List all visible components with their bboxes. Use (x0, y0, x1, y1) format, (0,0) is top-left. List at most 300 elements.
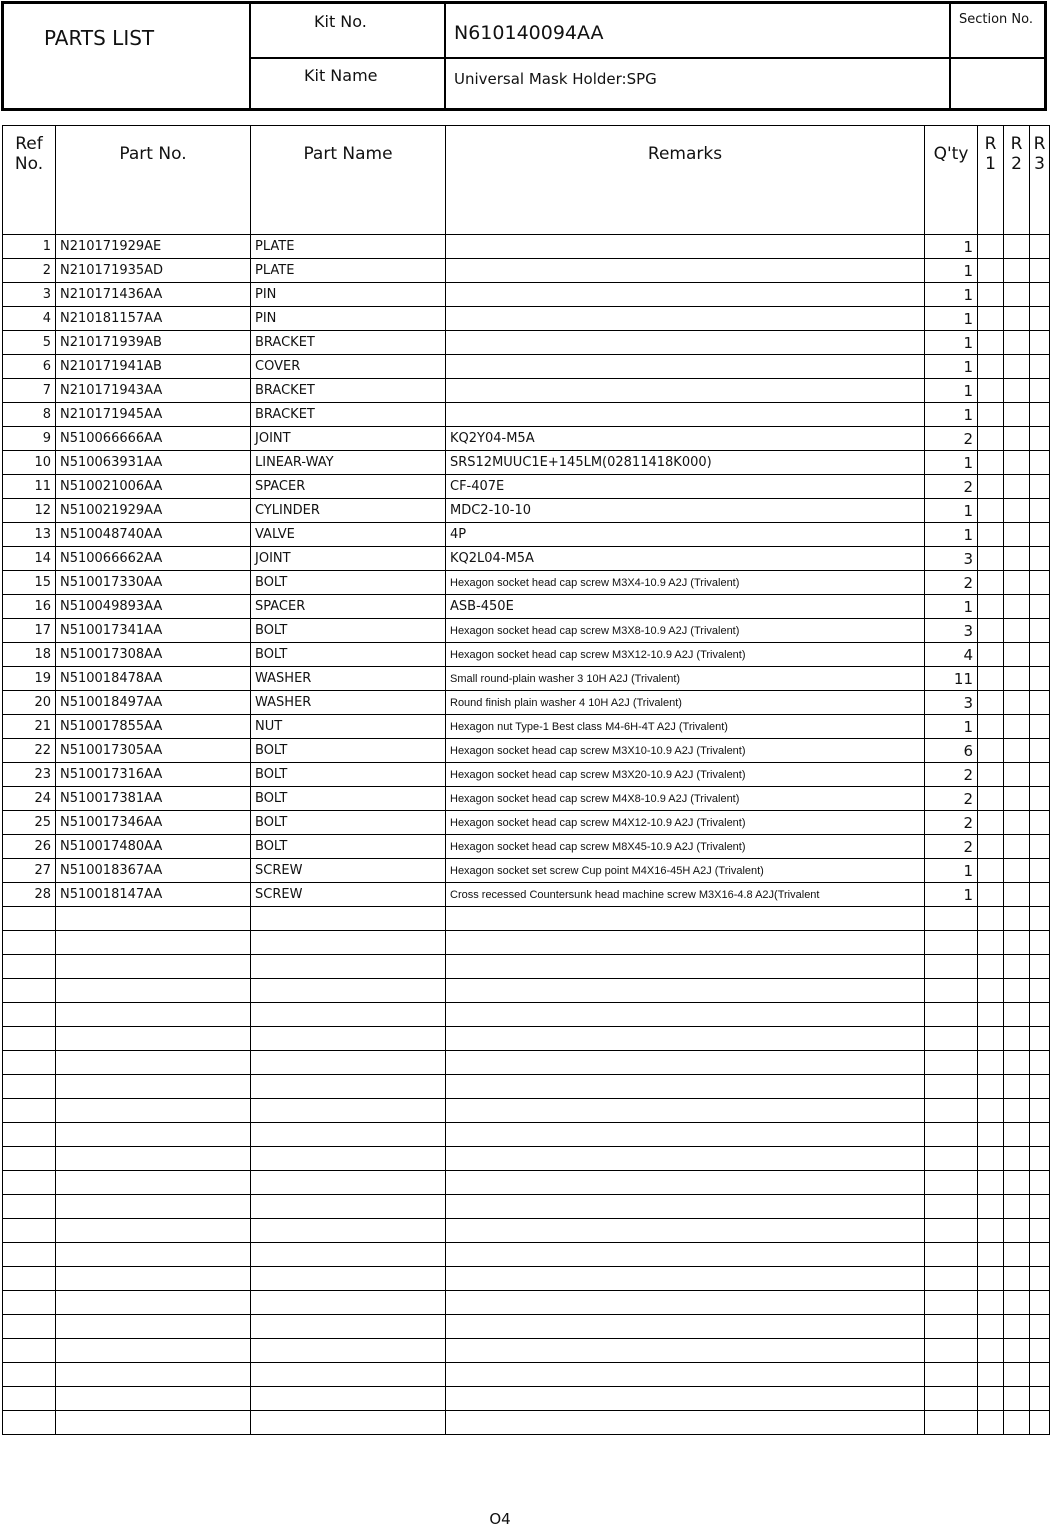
cell-r3 (1030, 859, 1050, 883)
table-row (3, 1147, 1050, 1171)
cell-r3 (1030, 403, 1050, 427)
cell-ref (3, 1099, 56, 1123)
cell-remarks (446, 379, 925, 403)
cell-part-name: NUT (251, 715, 446, 739)
cell-remarks: Hexagon socket head cap screw M3X8-10.9 A2J (Trivalent) (446, 619, 925, 643)
cell-r3 (1030, 307, 1050, 331)
cell-qty: 1 (925, 283, 978, 307)
table-row (3, 1003, 1050, 1027)
cell-remarks (446, 1339, 925, 1363)
table-row (3, 499, 1050, 523)
cell-r1 (978, 1051, 1004, 1075)
cell-r2 (1004, 715, 1030, 739)
cell-qty: 3 (925, 619, 978, 643)
cell-part-name: COVER (251, 355, 446, 379)
cell-part-no (56, 1315, 251, 1339)
cell-part-no: N510049893AA (56, 595, 251, 619)
cell-ref (3, 1075, 56, 1099)
cell-ref (3, 1387, 56, 1411)
cell-ref: 23 (3, 763, 56, 787)
cell-ref: 11 (3, 475, 56, 499)
cell-part-name: BOLT (251, 571, 446, 595)
cell-r2 (1004, 1291, 1030, 1315)
cell-part-no: N510017305AA (56, 739, 251, 763)
cell-qty (925, 1123, 978, 1147)
cell-r2 (1004, 475, 1030, 499)
cell-r3 (1030, 811, 1050, 835)
cell-r3 (1030, 1099, 1050, 1123)
cell-r1 (978, 787, 1004, 811)
cell-r1 (978, 379, 1004, 403)
cell-r1 (978, 715, 1004, 739)
table-row (3, 979, 1050, 1003)
cell-r2 (1004, 907, 1030, 931)
cell-r1 (978, 571, 1004, 595)
table-row (3, 1387, 1050, 1411)
cell-r2 (1004, 235, 1030, 259)
col-r1: R 1 (978, 126, 1004, 235)
cell-part-name: BOLT (251, 619, 446, 643)
cell-part-no (56, 1027, 251, 1051)
cell-r2 (1004, 547, 1030, 571)
page-number: O4 (489, 1510, 511, 1528)
cell-r2 (1004, 1411, 1030, 1435)
cell-part-name (251, 1387, 446, 1411)
cell-part-no: N210181157AA (56, 307, 251, 331)
cell-remarks (446, 1291, 925, 1315)
cell-ref (3, 931, 56, 955)
cell-r2 (1004, 499, 1030, 523)
cell-part-no: N510017341AA (56, 619, 251, 643)
cell-part-no: N510048740AA (56, 523, 251, 547)
cell-remarks (446, 1147, 925, 1171)
cell-part-name (251, 1219, 446, 1243)
cell-remarks (446, 1411, 925, 1435)
cell-ref (3, 1219, 56, 1243)
table-row (3, 1219, 1050, 1243)
cell-qty: 4 (925, 643, 978, 667)
cell-r1 (978, 1123, 1004, 1147)
cell-r1 (978, 283, 1004, 307)
cell-remarks (446, 1195, 925, 1219)
cell-r2 (1004, 1387, 1030, 1411)
cell-qty (925, 1051, 978, 1075)
cell-part-no: N510063931AA (56, 451, 251, 475)
table-row (3, 1339, 1050, 1363)
cell-r2 (1004, 523, 1030, 547)
cell-qty (925, 1219, 978, 1243)
cell-r2 (1004, 1075, 1030, 1099)
table-row (3, 259, 1050, 283)
cell-part-name (251, 1363, 446, 1387)
cell-qty (925, 1003, 978, 1027)
cell-qty: 2 (925, 787, 978, 811)
cell-r2 (1004, 1339, 1030, 1363)
cell-r2 (1004, 307, 1030, 331)
cell-r3 (1030, 595, 1050, 619)
cell-ref: 22 (3, 739, 56, 763)
cell-remarks (446, 955, 925, 979)
cell-remarks (446, 907, 925, 931)
kit-no-label: Kit No. (314, 12, 367, 31)
cell-qty: 3 (925, 691, 978, 715)
table-row (3, 739, 1050, 763)
cell-qty (925, 931, 978, 955)
cell-part-name (251, 1411, 446, 1435)
cell-r3 (1030, 1075, 1050, 1099)
cell-part-no: N510066666AA (56, 427, 251, 451)
cell-qty (925, 1075, 978, 1099)
cell-qty (925, 1099, 978, 1123)
cell-r3 (1030, 523, 1050, 547)
cell-part-name: PIN (251, 283, 446, 307)
cell-ref: 3 (3, 283, 56, 307)
cell-r2 (1004, 1123, 1030, 1147)
cell-r3 (1030, 1027, 1050, 1051)
cell-remarks (446, 1027, 925, 1051)
cell-r3 (1030, 1411, 1050, 1435)
cell-remarks (446, 355, 925, 379)
cell-part-no: N510017855AA (56, 715, 251, 739)
cell-ref: 18 (3, 643, 56, 667)
cell-ref (3, 1147, 56, 1171)
cell-qty (925, 1171, 978, 1195)
cell-r2 (1004, 667, 1030, 691)
table-row (3, 547, 1050, 571)
table-row (3, 619, 1050, 643)
table-row (3, 667, 1050, 691)
cell-r1 (978, 1267, 1004, 1291)
cell-r1 (978, 1099, 1004, 1123)
cell-r3 (1030, 1171, 1050, 1195)
table-row (3, 451, 1050, 475)
cell-part-name: BOLT (251, 763, 446, 787)
cell-r2 (1004, 859, 1030, 883)
cell-r3 (1030, 1003, 1050, 1027)
cell-r1 (978, 235, 1004, 259)
cell-part-no: N210171436AA (56, 283, 251, 307)
table-row (3, 475, 1050, 499)
cell-remarks (446, 1363, 925, 1387)
cell-qty: 2 (925, 427, 978, 451)
cell-part-name: BOLT (251, 643, 446, 667)
cell-qty (925, 1243, 978, 1267)
cell-r1 (978, 595, 1004, 619)
cell-remarks (446, 1171, 925, 1195)
cell-remarks: SRS12MUUC1E+145LM(02811418K000) (446, 451, 925, 475)
cell-ref: 21 (3, 715, 56, 739)
cell-qty: 1 (925, 499, 978, 523)
cell-part-name: SPACER (251, 595, 446, 619)
cell-r2 (1004, 451, 1030, 475)
cell-ref: 1 (3, 235, 56, 259)
cell-qty: 2 (925, 811, 978, 835)
cell-r1 (978, 835, 1004, 859)
cell-remarks (446, 283, 925, 307)
cell-part-no (56, 1147, 251, 1171)
cell-part-no: N210171929AE (56, 235, 251, 259)
cell-remarks (446, 931, 925, 955)
cell-part-name: BOLT (251, 811, 446, 835)
col-qty: Q'ty (925, 126, 978, 235)
cell-r1 (978, 859, 1004, 883)
cell-r1 (978, 403, 1004, 427)
cell-remarks (446, 1315, 925, 1339)
cell-part-no (56, 931, 251, 955)
cell-part-no: N510018147AA (56, 883, 251, 907)
table-row (3, 403, 1050, 427)
cell-r1 (978, 427, 1004, 451)
cell-ref (3, 1243, 56, 1267)
cell-r2 (1004, 427, 1030, 451)
cell-r2 (1004, 1243, 1030, 1267)
cell-r2 (1004, 787, 1030, 811)
cell-part-no (56, 979, 251, 1003)
cell-r3 (1030, 1195, 1050, 1219)
parts-list-title: PARTS LIST (44, 26, 155, 50)
cell-remarks: Hexagon socket head cap screw M8X45-10.9 A2J (Trivalent) (446, 835, 925, 859)
cell-part-name (251, 1267, 446, 1291)
cell-r2 (1004, 955, 1030, 979)
cell-part-no: N510066662AA (56, 547, 251, 571)
cell-part-name (251, 979, 446, 1003)
cell-remarks (446, 1219, 925, 1243)
cell-ref: 7 (3, 379, 56, 403)
table-row (3, 523, 1050, 547)
cell-remarks (446, 979, 925, 1003)
cell-part-no: N210171935AD (56, 259, 251, 283)
cell-qty: 1 (925, 859, 978, 883)
col-r3: R 3 (1030, 126, 1050, 235)
cell-ref: 9 (3, 427, 56, 451)
cell-ref: 19 (3, 667, 56, 691)
cell-qty: 1 (925, 595, 978, 619)
cell-qty: 11 (925, 667, 978, 691)
cell-r3 (1030, 1147, 1050, 1171)
cell-r2 (1004, 1363, 1030, 1387)
table-row (3, 331, 1050, 355)
cell-r3 (1030, 667, 1050, 691)
cell-r2 (1004, 1267, 1030, 1291)
cell-r1 (978, 619, 1004, 643)
cell-part-no: N510017330AA (56, 571, 251, 595)
cell-r1 (978, 763, 1004, 787)
cell-r2 (1004, 619, 1030, 643)
cell-r3 (1030, 955, 1050, 979)
cell-r2 (1004, 1027, 1030, 1051)
cell-r1 (978, 979, 1004, 1003)
cell-ref: 16 (3, 595, 56, 619)
cell-part-no (56, 1075, 251, 1099)
cell-r3 (1030, 571, 1050, 595)
table-row (3, 1075, 1050, 1099)
cell-qty (925, 1363, 978, 1387)
cell-r3 (1030, 1051, 1050, 1075)
cell-part-name: BOLT (251, 835, 446, 859)
cell-part-no: N510017308AA (56, 643, 251, 667)
cell-ref: 13 (3, 523, 56, 547)
cell-ref (3, 1339, 56, 1363)
cell-remarks (446, 1243, 925, 1267)
table-row (3, 379, 1050, 403)
cell-part-name: VALVE (251, 523, 446, 547)
table-row (3, 307, 1050, 331)
cell-remarks (446, 259, 925, 283)
cell-part-no (56, 955, 251, 979)
cell-r1 (978, 1219, 1004, 1243)
cell-r1 (978, 883, 1004, 907)
cell-r3 (1030, 1387, 1050, 1411)
cell-r3 (1030, 235, 1050, 259)
cell-part-no (56, 1267, 251, 1291)
cell-part-no (56, 1339, 251, 1363)
cell-r2 (1004, 643, 1030, 667)
cell-part-name: PLATE (251, 259, 446, 283)
cell-qty: 1 (925, 259, 978, 283)
cell-part-name (251, 955, 446, 979)
cell-r1 (978, 499, 1004, 523)
cell-remarks: Small round-plain washer 3 10H A2J (Trivalent) (446, 667, 925, 691)
cell-part-name: SCREW (251, 883, 446, 907)
cell-qty (925, 1291, 978, 1315)
cell-qty (925, 1411, 978, 1435)
col-part-name: Part Name (251, 126, 446, 235)
cell-r1 (978, 1363, 1004, 1387)
cell-part-no (56, 1051, 251, 1075)
cell-part-no (56, 907, 251, 931)
cell-qty (925, 1027, 978, 1051)
cell-remarks (446, 403, 925, 427)
cell-remarks: ASB-450E (446, 595, 925, 619)
cell-part-name (251, 1291, 446, 1315)
cell-r1 (978, 811, 1004, 835)
cell-part-name: WASHER (251, 667, 446, 691)
cell-remarks: Cross recessed Countersunk head machine screw M3X16-4.8 A2J(Trivalent (446, 883, 925, 907)
cell-qty: 1 (925, 379, 978, 403)
cell-r3 (1030, 331, 1050, 355)
cell-qty: 1 (925, 235, 978, 259)
cell-r2 (1004, 691, 1030, 715)
cell-part-name: SCREW (251, 859, 446, 883)
section-no-label: Section No. (959, 12, 1034, 27)
cell-ref (3, 1267, 56, 1291)
table-row (3, 1027, 1050, 1051)
cell-ref (3, 1027, 56, 1051)
cell-part-no (56, 1291, 251, 1315)
table-row (3, 787, 1050, 811)
cell-remarks: Hexagon socket head cap screw M3X12-10.9 A2J (Trivalent) (446, 643, 925, 667)
cell-remarks (446, 1123, 925, 1147)
col-ref: Ref No. (3, 126, 56, 235)
cell-ref (3, 1315, 56, 1339)
cell-part-no: N210171943AA (56, 379, 251, 403)
cell-r1 (978, 1195, 1004, 1219)
cell-part-no (56, 1123, 251, 1147)
cell-r2 (1004, 1147, 1030, 1171)
cell-qty (925, 1195, 978, 1219)
cell-r3 (1030, 739, 1050, 763)
cell-part-no (56, 1003, 251, 1027)
cell-part-name (251, 1099, 446, 1123)
cell-r1 (978, 331, 1004, 355)
cell-remarks (446, 1099, 925, 1123)
cell-ref (3, 955, 56, 979)
cell-r3 (1030, 883, 1050, 907)
cell-r3 (1030, 1243, 1050, 1267)
cell-r2 (1004, 379, 1030, 403)
cell-r3 (1030, 1315, 1050, 1339)
cell-part-name (251, 931, 446, 955)
cell-remarks: Hexagon socket head cap screw M4X12-10.9 A2J (Trivalent) (446, 811, 925, 835)
table-row (3, 427, 1050, 451)
cell-part-no: N510021006AA (56, 475, 251, 499)
cell-r1 (978, 1243, 1004, 1267)
cell-remarks: CF-407E (446, 475, 925, 499)
cell-r2 (1004, 1219, 1030, 1243)
table-row (3, 595, 1050, 619)
cell-r3 (1030, 1123, 1050, 1147)
cell-ref (3, 1291, 56, 1315)
cell-remarks: Round finish plain washer 4 10H A2J (Trivalent) (446, 691, 925, 715)
cell-qty: 2 (925, 835, 978, 859)
cell-r1 (978, 1027, 1004, 1051)
cell-part-name (251, 1003, 446, 1027)
cell-remarks: 4P (446, 523, 925, 547)
cell-ref: 28 (3, 883, 56, 907)
cell-part-no (56, 1195, 251, 1219)
cell-part-name (251, 1123, 446, 1147)
cell-part-name (251, 1051, 446, 1075)
cell-r3 (1030, 499, 1050, 523)
table-row (3, 1099, 1050, 1123)
table-row (3, 1315, 1050, 1339)
cell-r1 (978, 1075, 1004, 1099)
cell-r1 (978, 931, 1004, 955)
cell-r2 (1004, 283, 1030, 307)
table-row (3, 859, 1050, 883)
cell-qty: 1 (925, 523, 978, 547)
cell-part-name (251, 907, 446, 931)
cell-ref: 5 (3, 331, 56, 355)
cell-ref (3, 1411, 56, 1435)
cell-part-no (56, 1171, 251, 1195)
cell-part-no (56, 1363, 251, 1387)
cell-remarks (446, 1075, 925, 1099)
cell-ref (3, 979, 56, 1003)
cell-part-name: WASHER (251, 691, 446, 715)
cell-r3 (1030, 1363, 1050, 1387)
cell-qty: 1 (925, 715, 978, 739)
cell-part-no: N510021929AA (56, 499, 251, 523)
cell-remarks (446, 235, 925, 259)
cell-r3 (1030, 1291, 1050, 1315)
cell-part-no (56, 1387, 251, 1411)
table-row (3, 763, 1050, 787)
cell-ref: 26 (3, 835, 56, 859)
cell-r1 (978, 259, 1004, 283)
cell-part-no: N510018367AA (56, 859, 251, 883)
cell-remarks (446, 1003, 925, 1027)
table-row (3, 643, 1050, 667)
parts-table (2, 125, 1050, 1435)
cell-r2 (1004, 835, 1030, 859)
cell-r2 (1004, 571, 1030, 595)
table-row (3, 715, 1050, 739)
cell-part-name: PLATE (251, 235, 446, 259)
cell-ref: 15 (3, 571, 56, 595)
cell-part-name (251, 1195, 446, 1219)
cell-remarks: Hexagon socket head cap screw M3X20-10.9 A2J (Trivalent) (446, 763, 925, 787)
